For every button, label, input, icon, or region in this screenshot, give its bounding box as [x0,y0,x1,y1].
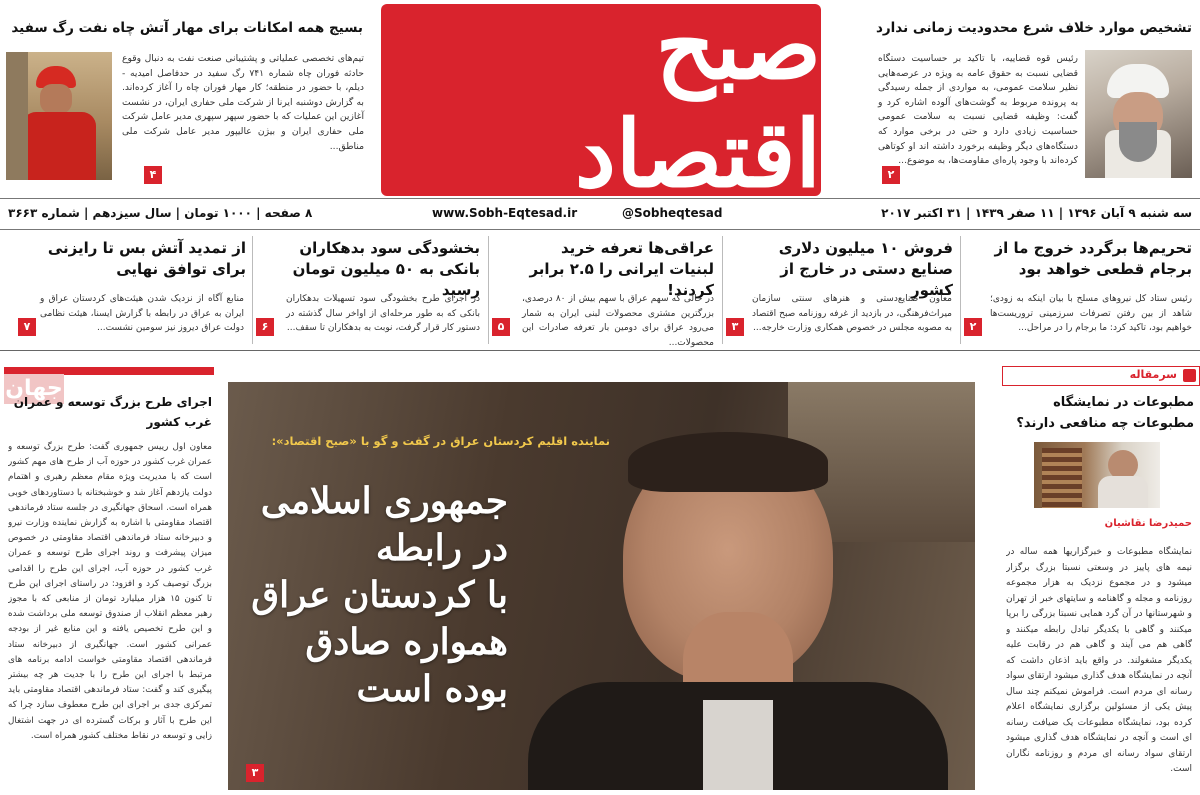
page-badge: ۷ [18,318,36,336]
issue-date: سه شنبه ۹ آبان ۱۳۹۶ | ۱۱ صفر ۱۴۳۹ | ۳۱ اکتبر ۲۰۱۷ [881,206,1192,220]
story-headline[interactable]: از تمدید آتش بس تا رایزنی برای توافق نهایی [47,239,246,278]
main-headline-line: بوده است [356,668,508,710]
top-left-body: تیم‌های تخصصی عملیاتی و پشتیبانی صنعت نفت به دنبال وقوع حادثه فوران چاه شماره ۷۴۱ رگ سفید در حدفاصل امیدیه - دیلم، با حضور در منطقه؛ کار مهار فوران چاه را آغاز کرده‌اند. به گزارش دوشنبه ایرنا از شرکت ملی حفاری ایران، در نشست آغازین این عملیات که با حضور سپهر سپهری مدیر عامل شرکت ملی حفاری ایران و بیژن عالیپور مدیر عامل شرکت ملی مناطق... [122,53,364,152]
pen-icon [1183,369,1196,382]
story-body: معاون صنایع‌دستی و هنرهای سنتی سازمان میراث‌فرهنگی، در بازدید از غرفه روزنامه صبح اقتصاد به مصوبه مجلس در خصوص همکاری وزارت خارجه... [752,294,952,333]
main-story-headline[interactable] [240,478,508,713]
page-badge: ۴ [144,166,162,184]
editorial-section-header [1002,366,1200,386]
divider [488,236,489,344]
page-badge: ۲ [964,318,982,336]
left-column-body: معاون اول رییس جمهوری گفت: طرح بزرگ توسعه و عمران غرب کشور در حوزه آب از طرح های مهم کشور است که با مدیریت ویژه مقام معظم رهبری و اهتمام دولت یازدهم آغاز شد و خوشبختانه با دستاوردهای خوبی همراه است. اسحاق جهانگیری در جلسه ستاد فرماندهی اقتصاد مقاومتی با اشاره به گزارش نماینده وزارت نیرو و دبیرخانه ستاد فرماندهی اقتصاد مقاومتی در خصوص میزان پیشرفت و روند اجرای طرح توسعه و عمران غرب کشور در حوزه آب، اجرای این طرح را اقدامی بزرگ توصیف کرد و افزود: در راستای اجرای این طرح تا کنون ۱۵ هزار میلیارد تومان از منابعی که با مجوز رهبر معظم انقلاب از صندوق توسعه ملی برداشت شده و این طرح تخصیص یافته و این منابع غیر از بودجه عمرانی کشور است. جهانگیری از دبیرخانه ستاد فرماندهی اقتصاد مقاومتی خواست ادامه برنامه های مرتبط با اجرای این طرح را با جدیت هر چه بیشتر پیگیری کند و گفت: ستاد فرماندهی اقتصاد مقاومتی باید تمرکزی جدی بر اجرای این طرح معطوف سازد چرا که این طرح با آثار و برکات گسترده ای در جهت اشتغال زایی و توسعه در نقاط مختلف کشور همراه است. [8,442,212,741]
author-photo [1034,442,1160,508]
top-left-headline: بسیج همه امکانات برای مهار آتش چاه نفت رگ سفید [11,20,363,36]
website-link[interactable]: www.Sobh-Eqtesad.ir [432,206,578,220]
section-divider [0,350,1200,351]
editorial-label: سرمقاله [1129,368,1177,381]
story-headline[interactable]: فروش ۱۰ میلیون دلاری صنایع دستی در خارج از کشور [778,239,953,299]
main-headline-line: در رابطه [375,527,508,569]
top-right-headline: تشخیص موارد خلاف شرع محدودیت زمانی ندارد [875,20,1192,36]
page-badge: ۳ [726,318,744,336]
newspaper-logo: صبح اقتصاد [574,0,821,208]
story-body: در حالی که سهم عراق با سهم بیش از ۸۰ درصدی، بزرگترین مشتری محصولات لبنی ایران به شمار می‌رود عراق برای دومین بار تعرفه صادرات این محصولات... [522,294,714,348]
main-headline-line: همواره صادق [305,621,508,663]
story-headline[interactable]: بخشودگی سود بدهکاران بانکی به ۵۰ میلیون تومان رسید [292,239,480,299]
story-headline[interactable]: تحریم‌ها برگردد خروج ما از برجام قطعی خواهد بود [994,239,1192,278]
divider [960,236,961,344]
main-headline-line: با کردستان عراق [251,574,508,616]
main-headline-line: جمهوری اسلامی [260,480,508,522]
story-headline[interactable]: عراقی‌ها تعرفه خرید لبنیات ایرانی را ۲.۵ برابر کردند! [529,239,714,299]
editorial-body: نمایشگاه مطبوعات و خبرگزاریها همه ساله در نیمه های پاییز در وسعتی نسبتا بزرگ برگزار میشود و در مجموع نزدیک به هزار مجموعه روزنامه و مجله و گاهنامه و سایتهای خبر از تهران و شهرستانها در آن گرد همایی نسبتا بزرگی را برپا میکنند و گاهی با یکدیگر تبادل رابطه میکنند و گاهی هم می آیند و گاهی هم در رقابت علیه یکدیگر مشغولند. در واقع باید اذعان داشت که آنچه در نمایشگاه هدف گذاری میشود ارتقای سواد رسانه ای مردم است. فراموش نمیکنم چند سال پیش یکی از مسئولین برگزاری نمایشگاه اعلام کرده بود، نمایشگاه مطبوعات یک ضیافت رسانه ای است و آنچه در نمایشگاه هدف گذاری میشود ارتقای سواد رسانه ای مردم و روزنامه نگاران است. [1006,547,1192,774]
divider [252,236,253,344]
main-story-kicker: نماینده اقلیم کردستان عراق در گفت و گو با «صبح اقتصاد»: [271,434,610,448]
editorial-author: حمیدرضا نقاشیان [1104,518,1192,529]
story-body: در اجرای طرح بخشودگی سود تسهیلات بدهکاران بانکی که به طور مرحله‌ای از اواخر سال گذشته در دستور کار قرار گرفت، نوبت به بدهکاران تا سقف... [286,294,480,333]
issue-details: ۸ صفحه | ۱۰۰۰ تومان | سال سیزدهم | شماره ۳۶۶۳ [8,206,313,220]
page-badge: ۶ [256,318,274,336]
page-badge: ۳ [246,764,264,782]
twitter-handle[interactable]: @Sobheqtesad [622,206,723,220]
story-body: منابع آگاه از نزدیک شدن هیئت‌های کردستان عراق و ایران به عراق در رابطه با گزارش ایسنا، هیئت نظامی دولت عراق دیروز نیز سومین نشست... [40,294,244,333]
date-strip [0,198,1200,230]
top-right-body: رئیس قوه قضاییه، با تاکید بر حساسیت دستگاه قضایی نسبت به حقوق عامه به ویژه در عرصه‌هایی نظیر سلامت عمومی، به مواردی از جمله رسیدگی به پرونده مربوط به گوشت‌های آلوده اشاره کرد و گفت: وظیفه قضایی نسبت به سلامت عمومی حساسیت زیادی دارد و حتی در برخی موارد که دستگاه‌های دیگر وظیفه برخورد داشته اند او کوتاهی کرده‌اند با وجود پاره‌ای مقاومت‌ها، به موضوع... [878,53,1078,167]
section-tag: جهان [4,374,64,404]
divider [722,236,723,344]
left-column-headline[interactable]: اجرای طرح بزرگ توسعه و عمران غرب کشور [13,395,212,429]
page-badge: ۲ [882,166,900,184]
editorial-headline[interactable]: مطبوعات در نمایشگاه مطبوعات چه منافعی دارند؟ [1016,395,1194,431]
masthead [381,0,821,208]
story-body: رئیس ستاد کل نیروهای مسلح با بیان اینکه به زودی؛ شاهد از بین رفتن تصرفات سرزمینی تروریست‌ها خواهیم بود، تاکید کرد: ما برجام را در مراحل... [990,294,1192,333]
judiciary-chief-photo [1085,50,1192,178]
page-badge: ۵ [492,318,510,336]
oil-worker-photo [6,52,112,180]
